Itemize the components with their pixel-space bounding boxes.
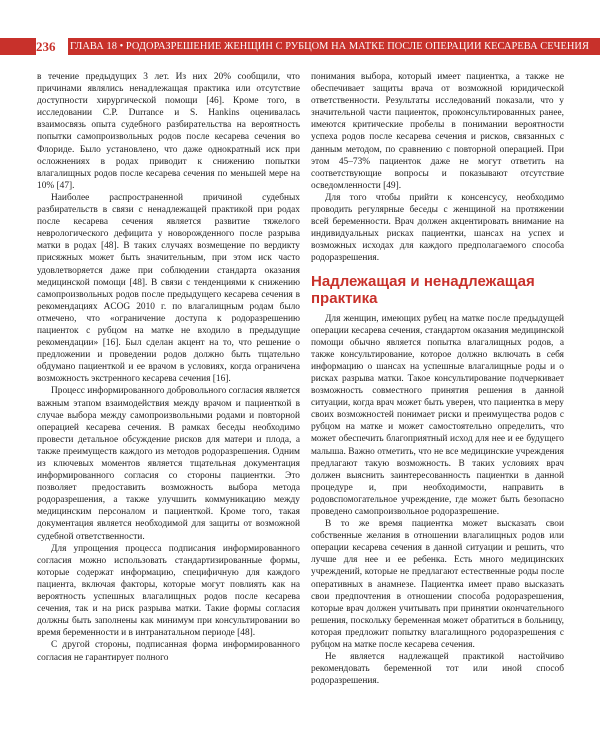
left-column <box>37 71 300 664</box>
paragraph: Процесс информированного добровольного согласия является важным этапом взаимодействия между врачом и пациенткой в случае выбора между самопроизвольными родами и повторной операцией кесарева сечения. В рамках беседы необходимо провести детальное обсуждение рисков для матери и плода, а также преимуществ каждого из методов родоразрешения. Одним из ключевых моментов является тщательная документация информированного согласия со стороны пациентки. Это позволяет предоставить возможность выбора метода родоразрешения, а также улучшить коммуникацию между медицинским персоналом и пациенткой. Кроме того, такая документация является необходимой для защиты от возможной судебной ответственности. <box>37 386 300 542</box>
page-number: 236 <box>36 38 68 55</box>
paragraph: понимания выбора, который имеет пациентка, а также не обеспечивает защиты врача от возможной юридической ответственности. Результаты исследований показали, что у значительной части пациенток, проконсультированных ранее, имеются критические пробелы в понимании вероятности успеха родов после кесарева сечения и рисков, связанных с данным методом, по сравнению с повторной операцией. При этом 45–73% пациенток даже не могут ответить на соответствующие вопросы и показывают отсутствие осведомленности [49]. <box>311 72 564 191</box>
paragraph: Для женщин, имеющих рубец на матке после предыдущей операции кесарева сечения, стандартом оказания медицинской помощи обычно является попытка влагалищных родов, а также консультирование, которое должно включать в себя информацию о шансах на успешные влагалищные роды и о рисках разрыва матки. Такое консультирование подчеркивает возможность совместного принятия решения в данной ситуации, когда врач может быть уверен, что пациентка в меру своих возможностей понимает риски и преимущества родов с рубцом на матке и может самостоятельно определить, что может обеспечить благоприятный исход для нее и ее будущего малыша. Важно отметить, что не все медицинские учреждения предлагают такую возможность. В таких условиях врач должен выяснить заинтересованность пациентки в данной процедуре и, при необходимости, направить в родовспомогательное учреждение, где может быть безопасно проведено самопроизвольное родоразрешение. <box>311 313 564 517</box>
paragraph: в течение предыдущих 3 лет. Из них 20% сообщили, что причинами являлись ненадлежащая практика или отсутствие доступности хирургической помощи [46]. Кроме того, в исследовании C.P. Durrance и S. Hankins оценивалась взаимосвязь опыта судебного разбирательства на вероятность попытки самопроизвольных родов после кесарева сечения во Флориде. Было установлено, что даже однократный иск при осложнениях в родах приводит к снижению попытки влагалищных родов после кесарева сечения по меньшей мере на 10% [47]. <box>37 72 300 191</box>
right-column <box>311 71 564 687</box>
paragraph: Не является надлежащей практикой настойчиво рекомендовать беременной тот или иной способ родоразрешения. <box>311 652 564 687</box>
paragraph: Для того чтобы прийти к консенсусу, необходимо проводить регулярные беседы с женщиной на протяжении всей беременности. Врач должен акцентировать внимание на индивидуальных рисках пациентки, шансах на успех и возможных исходах для каждого предполагаемого способа родоразрешения. <box>311 192 564 264</box>
running-header <box>0 38 600 55</box>
paragraph: В то же время пациентка может высказать свои собственные желания в отношении влагалищных родов или операции кесарева сечения в данной ситуации и решить, что лучше для нее и ее ребенка. Есть много медицинских учреждений, которые не предлагают естественные роды после оперативных в анамнезе. Пациентка имеет право высказать свои предпочтения в отношении способа родоразрешения, которые врач должен учитывать при принятии окончательного решения, поскольку беременная может обратиться в больницу, которая предложит попытку влагалищного родоразрешения с рубцом на матке после кесарева сечения. <box>311 519 564 651</box>
running-title: ГЛАВА 18 • РОДОРАЗРЕШЕНИЕ ЖЕНЩИН С РУБЦОМ НА МАТКЕ ПОСЛЕ ОПЕРАЦИИ КЕСАРЕВА СЕЧЕНИЯ <box>70 41 589 52</box>
paragraph: С другой стороны, подписанная форма информированного согласия не гарантирует полного <box>37 640 300 663</box>
paragraph: Наиболее распространенной причиной судебных разбирательств в связи с ненадлежащей практикой при родах после кесарева сечения является развитие тяжелого неврологического дефицита у новорожденного после разрыва матки в родах [48]. В таких случаях возмещение по вердикту присяжных может быть значительным, при этом иск часто удовлетворяется даже при соблюдении стандарта оказания медицинской помощи [48]. В связи с тенденциями к снижению самопроизвольных родов после предыдущего кесарева сечения в рекомендациях ACOG 2010 г. по влагалищным родам было отмечено, что «ограничение доступа к родоразрешению пациенток с рубцом на матке не входило в предыдущие рекомендации» [16]. Был сделан акцент на то, что решение о предложении и проведении родов должно быть тщательно обдумано пациенткой и ее врачом в условиях, когда ограничена возможность экстренного кесарева сечения [16]. <box>37 192 300 385</box>
paragraph: Для упрощения процесса подписания информированного согласия можно использовать стандартизированные формы, которые содержат информацию, специфичную для каждого пациента, включая факторы, которые могут повлиять как на вероятность успешных влагалищных родов после кесарева сечения, так и на риск разрыва матки. Такие формы согласия должны быть заполнены как минимум при консультировании во время беременности и в интранатальном периоде [48]. <box>37 543 300 639</box>
section-heading: Надлежащая и ненадлежащая практика <box>311 272 535 307</box>
